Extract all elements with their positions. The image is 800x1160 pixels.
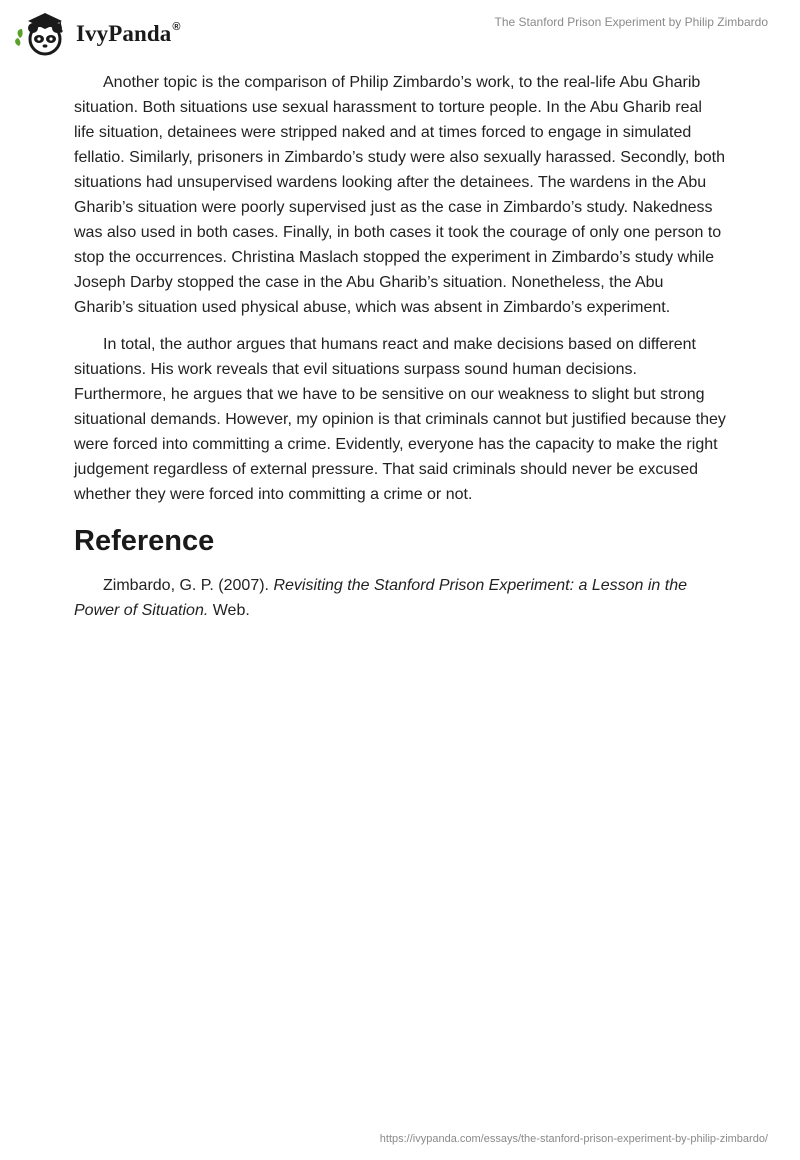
brand-name: IvyPanda®	[76, 21, 181, 46]
reference-heading: Reference	[74, 525, 215, 557]
ivypanda-logo[interactable]	[14, 8, 181, 58]
reference-source: Web.	[208, 602, 250, 619]
page-header	[0, 0, 800, 62]
registered-mark: ®	[172, 21, 181, 34]
reference-author-year: Zimbardo, G. P. (2007).	[103, 577, 274, 594]
source-url[interactable]: https://ivypanda.com/essays/the-stanford-prison-experiment-by-philip-zimbardo/	[379, 1133, 768, 1145]
reference-title: Revisiting the Stanford Prison Experiment: a Lesson in the Power of Situation.	[74, 577, 688, 619]
reference-entry	[74, 573, 726, 623]
essay-content	[74, 70, 726, 623]
body-paragraph-2: In total, the author argues that humans react and make decisions based on different situations. His work reveals that evil situations surpass sound human decisions. Furthermore, he argues that we have to be sensitive on our weakness to slight but strong situational demands. However, my opinion is that criminals cannot but justified because they were forced into committing a crime. Evidently, everyone has the capacity to make the right judgement regardless of external pressure. That said criminals should never be excused whether they were forced into committing a crime or not.	[74, 336, 726, 503]
body-paragraph-1: Another topic is the comparison of Philip Zimbardo’s work, to the real-life Abu Gharib situation. Both situations use sexual harassment to torture people. In the Abu Gharib real life situation, detainees were stripped naked and at times forced to engage in simulated fellatio. Similarly, prisoners in Zimbardo’s study were also sexually harassed. Secondly, both situations had unsupervised wardens looking after the detainees. The wardens in the Abu Gharib’s situation were poorly supervised just as the case in Zimbardo’s study. Nakedness was also used in both cases. Finally, in both cases it took the courage of only one person to stop the occurrences. Christina Maslach stopped the experiment in Zimbardo’s study while Joseph Darby stopped the case in the Abu Gharib’s situation. Nonetheless, the Abu Gharib’s situation used physical abuse, which was absent in Zimbardo’s experiment.	[74, 74, 725, 316]
document-title: The Stanford Prison Experiment by Philip Zimbardo	[494, 15, 768, 29]
panda-graduation-cap-icon	[14, 8, 72, 58]
